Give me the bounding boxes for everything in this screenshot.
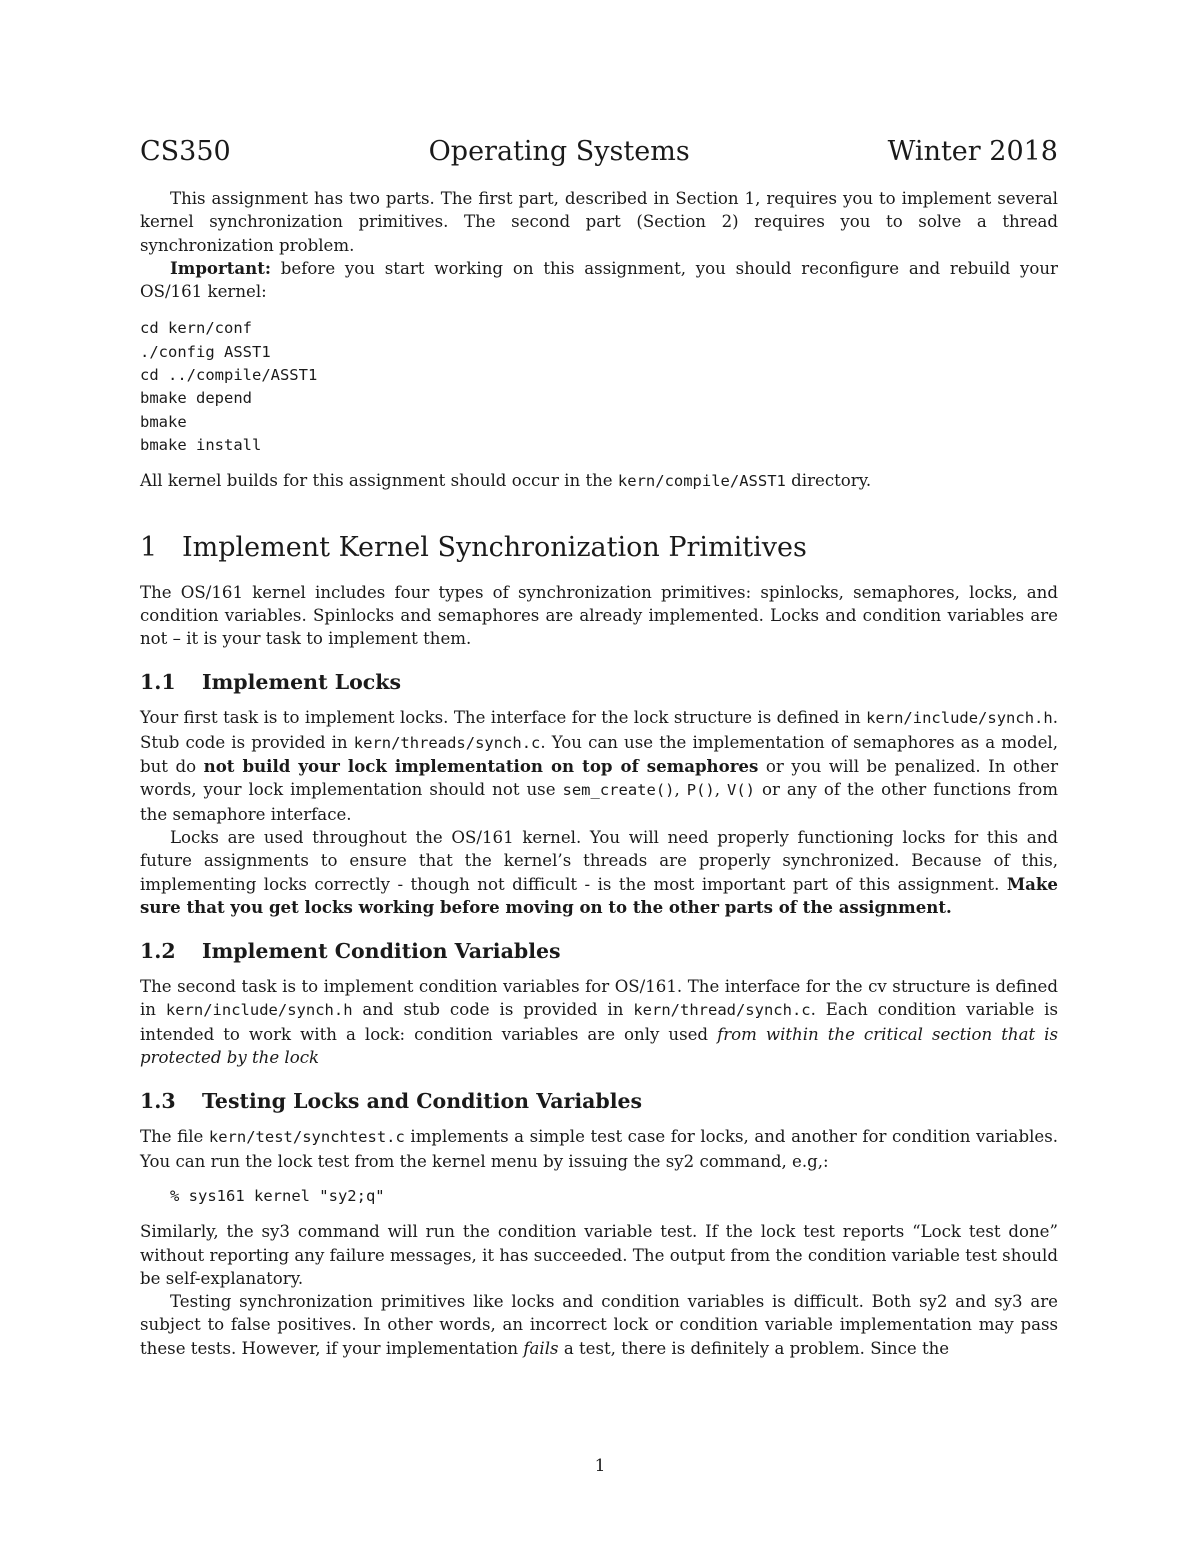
- code-line: bmake: [140, 412, 187, 431]
- builds-directory: kern/compile/ASST1: [617, 472, 786, 491]
- locks-paragraph: [140, 706, 1058, 825]
- testing-paragraph: [140, 1125, 1058, 1173]
- text: implements a simple test case for locks, and another for condition variables. You can run the lock test from the kernel menu by issuing the sy2 command, e.g,:: [140, 1127, 1058, 1171]
- subsection-1-2-heading: [140, 939, 1058, 963]
- build-commands: [140, 317, 1058, 457]
- builds-text: All kernel builds for this assignment should occur in the: [140, 471, 618, 491]
- text: The file: [140, 1127, 209, 1147]
- bold-warning: not build your lock implementation on top of semaphores: [203, 756, 759, 777]
- subsection-number: 1.2: [140, 939, 176, 964]
- function-name: sem_create(): [562, 781, 675, 800]
- builds-text-end: directory.: [785, 471, 872, 491]
- file-path: kern/include/synch.h: [866, 709, 1053, 728]
- file-path: kern/include/synch.h: [165, 1001, 353, 1020]
- subsection-number: 1.1: [140, 670, 176, 695]
- text: . Stub code is provided in: [140, 708, 1058, 752]
- code-line: ./config ASST1: [140, 342, 271, 361]
- testing-difficulty-paragraph: [140, 1290, 1058, 1360]
- section-title: Implement Kernel Synchronization Primitives: [182, 531, 807, 563]
- locks-importance-paragraph: [140, 826, 1058, 919]
- code-line: cd ../compile/ASST1: [140, 366, 318, 385]
- subsection-title: Implement Condition Variables: [202, 939, 561, 964]
- subsection-1-3-heading: [140, 1089, 1058, 1113]
- text: The second task is to implement condition variables for OS/161. The interface for the cv structure is defined in: [140, 977, 1058, 1020]
- text: Testing synchronization primitives like locks and condition variables is difficult. Both sy2 and sy3 are subject to false positives. In other words, an incorrect lock or condition variable implementation may pass these tests. However, if your implementation: [140, 1292, 1058, 1358]
- cv-paragraph: [140, 975, 1058, 1069]
- italic-emphasis: from within the critical section that is protected by the lock: [140, 1024, 1058, 1068]
- section-1-body: The OS/161 kernel includes four types of synchronization primitives: spinlocks, semaphores, locks, and condition variables. Spinlocks and semaphores are already implemented. Locks and condition variables are not – it is your task to implement them.: [140, 582, 1058, 649]
- sy3-paragraph: Similarly, the sy3 command will run the condition variable test. If the lock test reports “Lock test done” without reporting any failure messages, it has succeeded. The output from the condition variable test should be self-explanatory.: [140, 1222, 1058, 1288]
- text: Locks are used throughout the OS/161 kernel. You will need properly functioning locks for this and future assignments to ensure that the kernel’s threads are properly synchronized. Because of this, implementing locks correctly - though not difficult - is the most important part of this assignment.: [140, 827, 1058, 894]
- code-line: cd kern/conf: [140, 319, 252, 338]
- subsection-number: 1.3: [140, 1089, 176, 1114]
- course-code: CS350: [140, 136, 231, 167]
- function-name: V(): [727, 781, 756, 800]
- subsection-1-1-heading: [140, 670, 1058, 694]
- subsection-title: Testing Locks and Condition Variables: [202, 1089, 643, 1114]
- text: ,: [714, 780, 728, 800]
- file-path: kern/thread/synch.c: [633, 1001, 811, 1020]
- text: Your first task is to implement locks. The interface for the lock structure is defined in: [140, 708, 867, 728]
- code-line: bmake depend: [140, 389, 252, 408]
- text: . You can use the implementation of semaphores as a model, but do: [140, 732, 1058, 777]
- text: or you will be penalized. In other words, your lock implementation should not use: [140, 757, 1059, 800]
- bold-emphasis: Make sure that you get locks working before moving on to the other parts of the assignment.: [140, 873, 1058, 917]
- text: or any of the other functions from the semaphore interface.: [140, 780, 1058, 824]
- text: a test, there is definitely a problem. Since the: [558, 1338, 950, 1358]
- intro-paragraph: This assignment has two parts. The first part, described in Section 1, requires you to implement several kernel synchronization primitives. The second part (Section 2) requires you to solve a thread synchronization problem.: [140, 189, 1058, 255]
- section-1-heading: [140, 532, 1058, 563]
- function-name: P(): [686, 781, 715, 800]
- page-number: 1: [594, 1456, 606, 1476]
- file-path: kern/test/synchtest.c: [208, 1128, 405, 1147]
- section-number: 1: [140, 531, 158, 563]
- important-text: before you start working on this assignment, you should reconfigure and rebuild your OS/161 kernel:: [140, 258, 1058, 302]
- file-path: kern/threads/synch.c: [353, 733, 541, 752]
- text: and stub code is provided in: [352, 1000, 634, 1020]
- term: Winter 2018: [887, 136, 1058, 167]
- important-paragraph: [140, 257, 1058, 304]
- code-line: bmake install: [140, 435, 262, 454]
- test-command: % sys161 kernel "sy2;q": [170, 1186, 385, 1205]
- italic-emphasis: fails: [523, 1338, 559, 1358]
- document-header: [140, 136, 1058, 167]
- text: . Each condition variable is intended to work with a lock: condition variables are only used: [140, 1000, 1058, 1044]
- important-label: Important:: [170, 257, 272, 278]
- document-page: [140, 120, 1058, 1360]
- course-title: Operating Systems: [428, 136, 690, 167]
- builds-paragraph: [140, 469, 1058, 493]
- subsection-title: Implement Locks: [202, 670, 402, 695]
- text: ,: [674, 780, 687, 800]
